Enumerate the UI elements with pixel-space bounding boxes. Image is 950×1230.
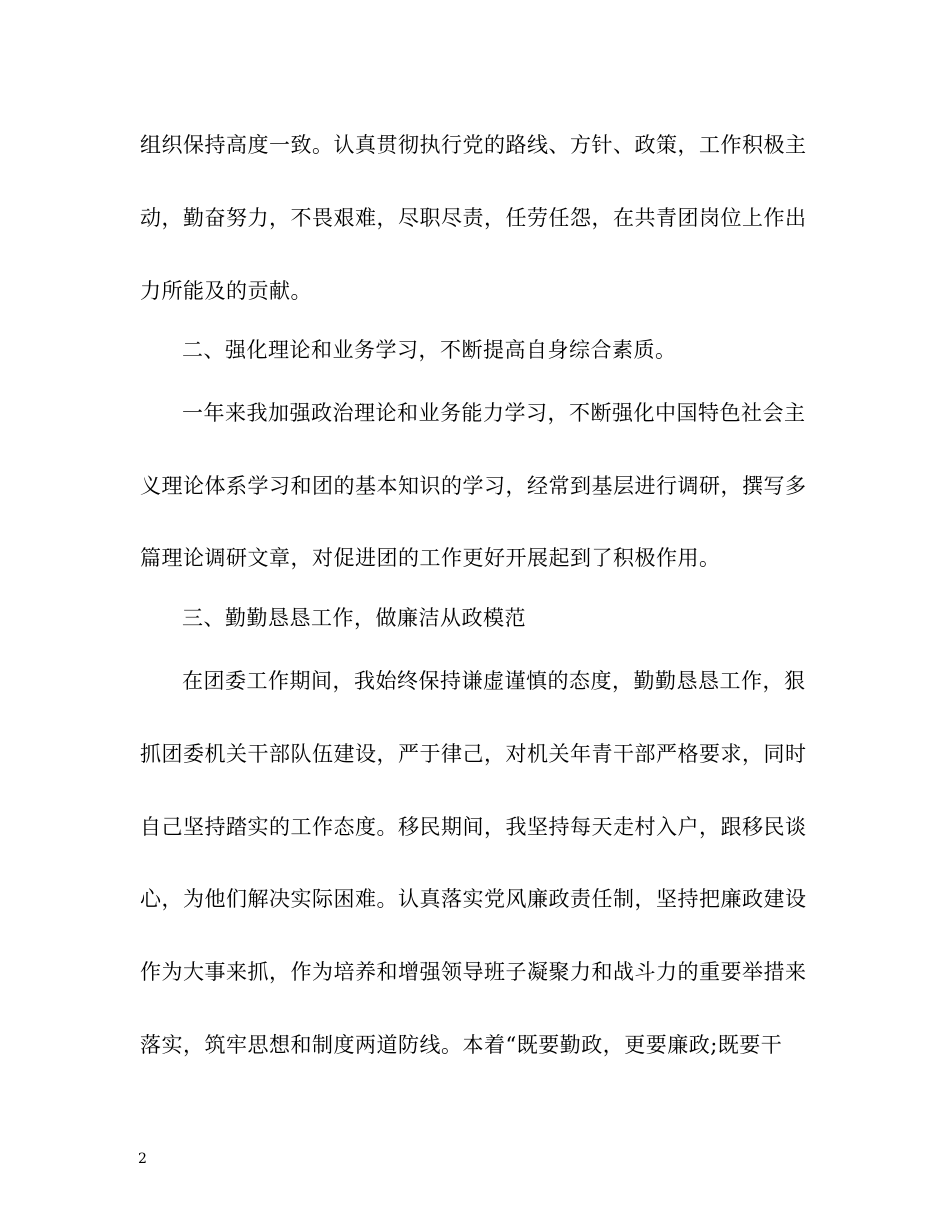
body-text-line: 一年来我加强政治理论和业务能力学习，不断强化中国特色社会主 (182, 401, 806, 425)
body-text-line: 落实，筑牢思想和制度两道防线。本着“既要勤政，更要廉政;既要干 (140, 1033, 783, 1057)
body-text-line: 在团委工作期间，我始终保持谦虚谨慎的态度，勤勤恳恳工作，狠 (182, 669, 806, 693)
section-heading: 三、勤勤恳恳工作，做廉洁从政模范 (182, 606, 526, 630)
body-text-line: 自己坚持踏实的工作态度。移民期间，我坚持每天走村入户，跟移民谈 (140, 815, 807, 839)
page-number: 2 (138, 1151, 147, 1167)
body-text-line: 力所能及的贡献。 (140, 279, 312, 303)
body-text-line: 作为大事来抓，作为培养和增强领导班子凝聚力和战斗力的重要举措来 (140, 960, 807, 984)
body-text-line: 心，为他们解决实际困难。认真落实党风廉政责任制，坚持把廉政建设 (140, 887, 807, 911)
body-text-line: 动，勤奋努力，不畏艰难，尽职尽责，任劳任怨，在共青团岗位上作出 (140, 206, 807, 230)
body-text-line: 抓团委机关干部队伍建设，严于律己，对机关年青干部严格要求，同时 (140, 742, 807, 766)
section-heading: 二、强化理论和业务学习，不断提高自身综合素质。 (182, 338, 677, 362)
body-text-line: 义理论体系学习和团的基本知识的学习，经常到基层进行调研，撰写多 (140, 474, 807, 498)
body-text-line: 篇理论调研文章，对促进团的工作更好开展起到了积极作用。 (140, 546, 721, 570)
body-text-line: 组织保持高度一致。认真贯彻执行党的路线、方针、政策，工作积极主 (140, 133, 807, 157)
